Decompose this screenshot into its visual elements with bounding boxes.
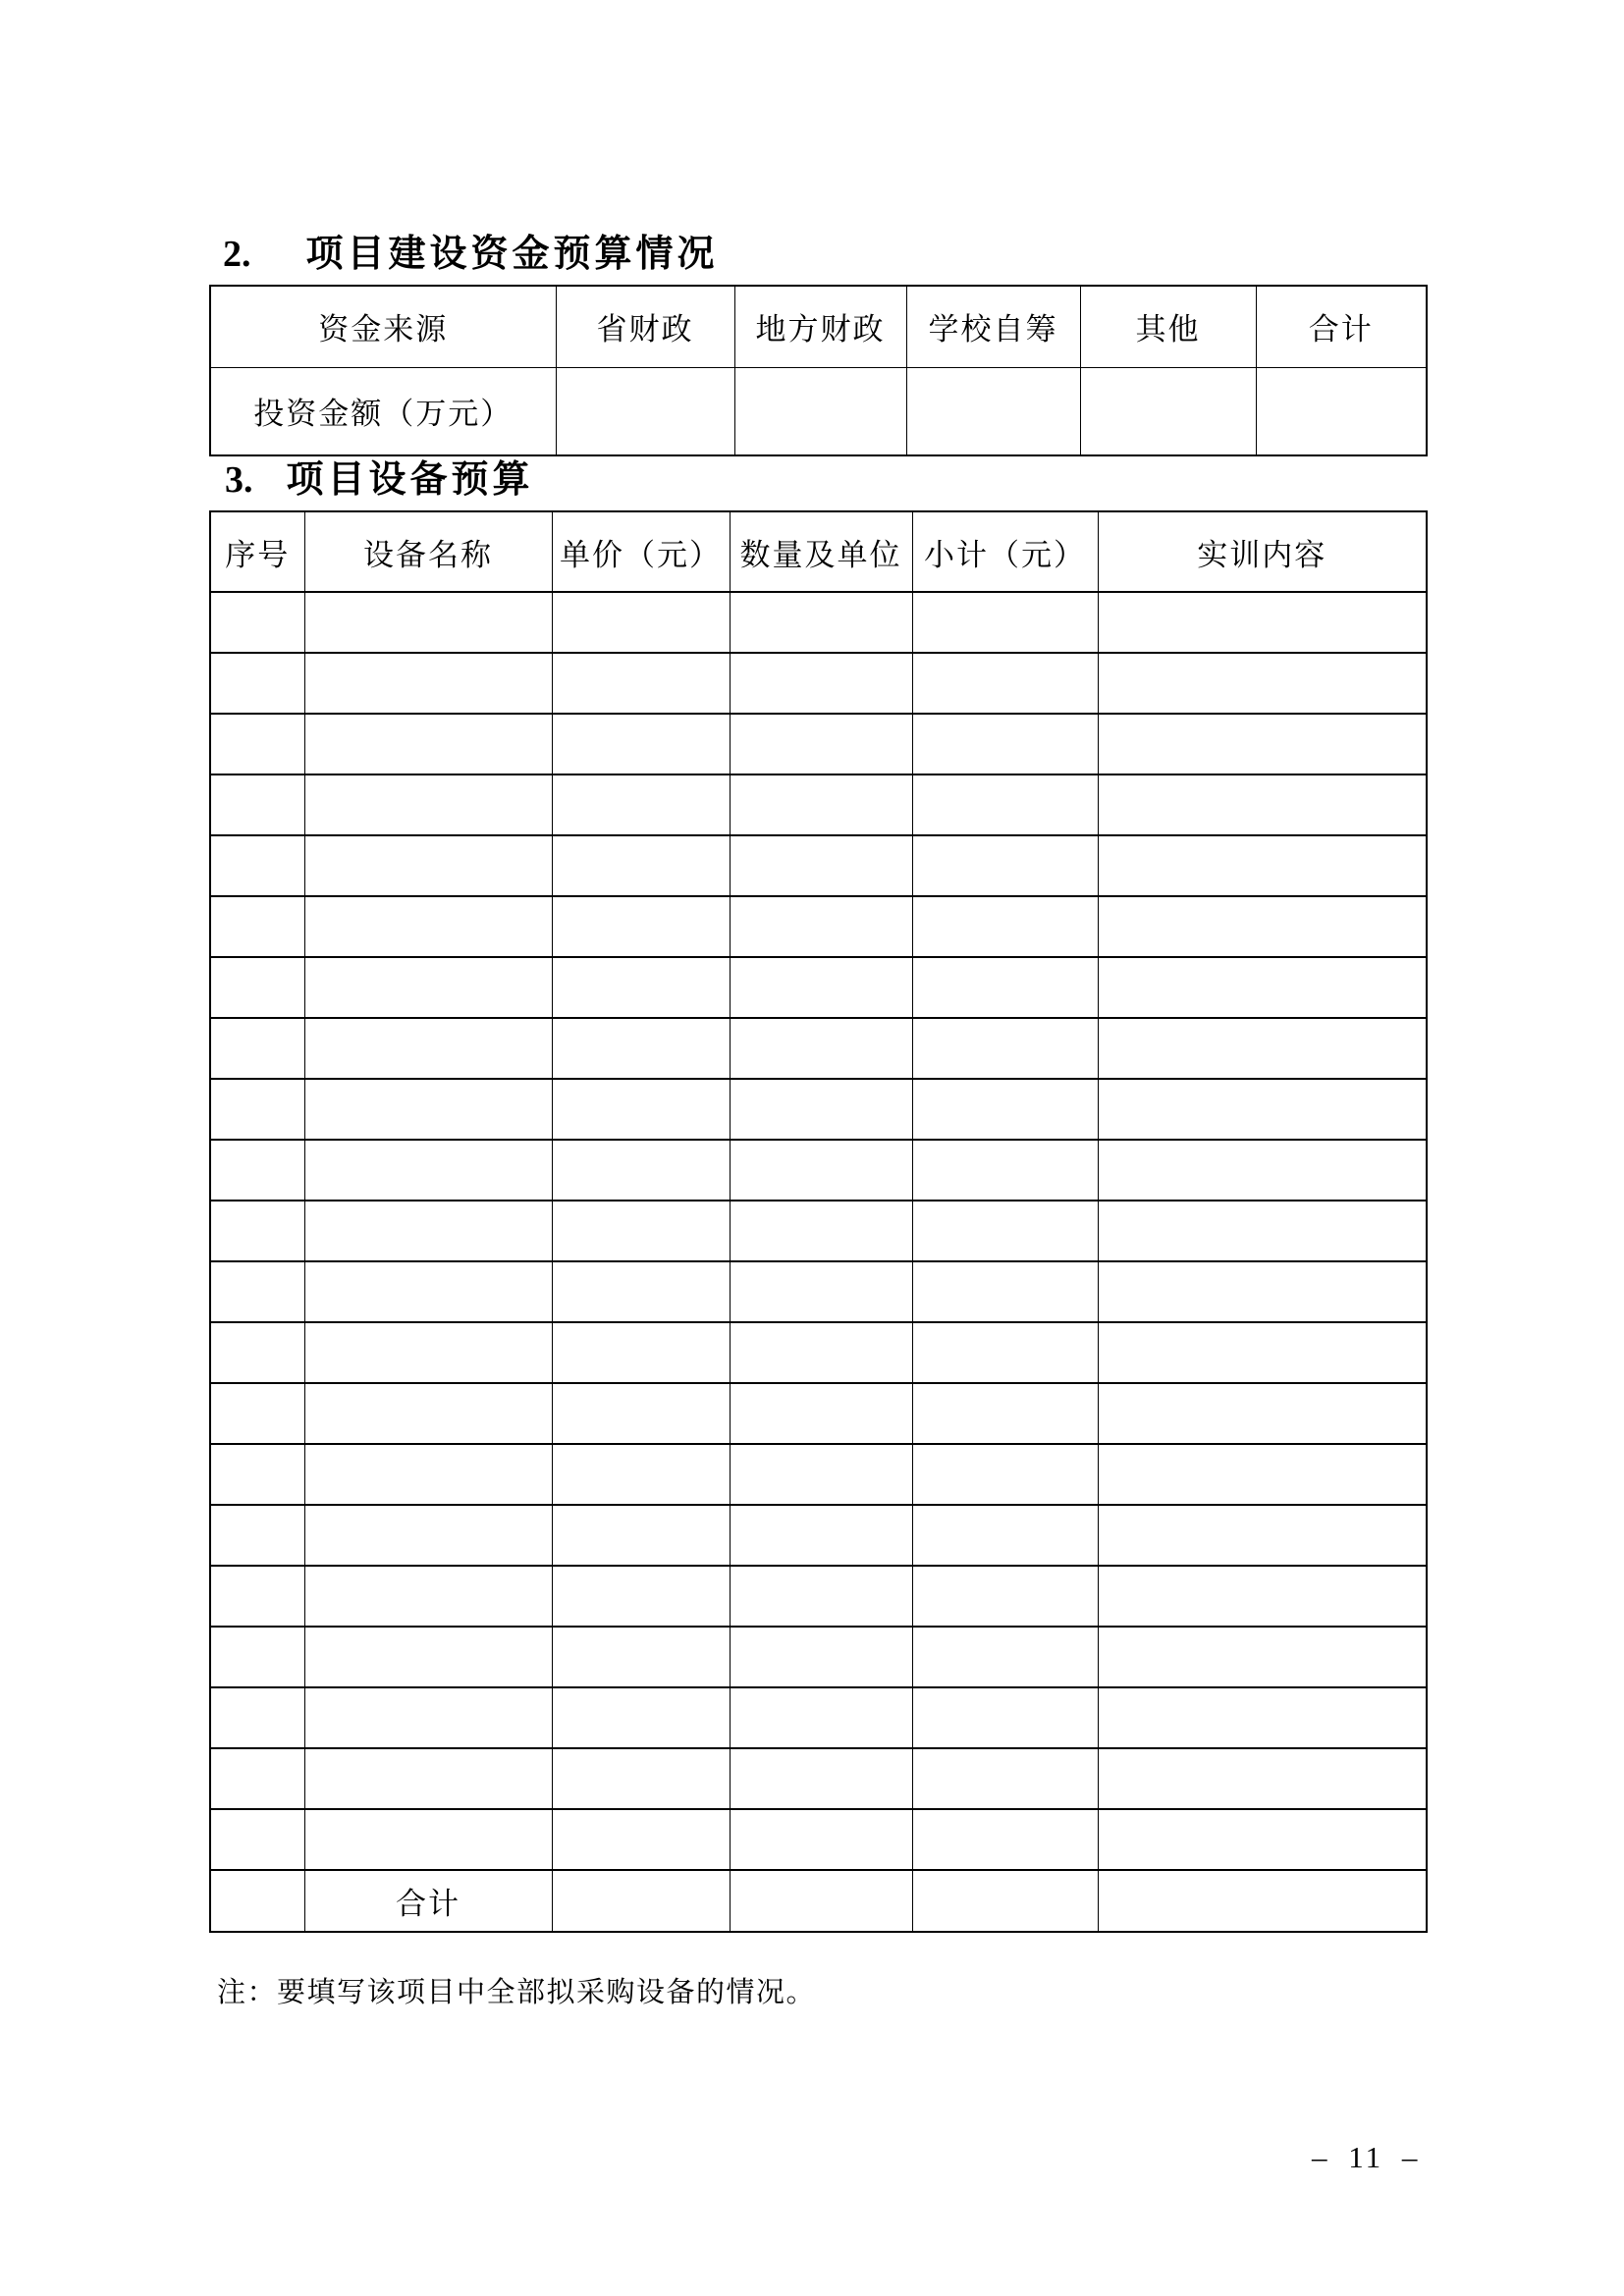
empty-cell (304, 896, 552, 957)
equipment-empty-row (210, 774, 1427, 835)
empty-cell (304, 1748, 552, 1809)
empty-cell (730, 835, 912, 896)
empty-cell (912, 1505, 1098, 1566)
empty-cell (1098, 1687, 1427, 1748)
empty-cell (1098, 1627, 1427, 1687)
column-header: 单价（元） (552, 511, 730, 592)
section-number: 2. (223, 234, 251, 275)
column-header: 序号 (210, 511, 304, 592)
equipment-empty-row (210, 1140, 1427, 1201)
empty-cell (730, 1748, 912, 1809)
empty-cell (304, 1566, 552, 1627)
empty-cell (730, 1383, 912, 1444)
empty-cell (552, 1566, 730, 1627)
total-label: 合计 (304, 1870, 552, 1932)
empty-cell (304, 592, 552, 653)
empty-cell (304, 1322, 552, 1383)
empty-cell (912, 714, 1098, 774)
empty-cell (1098, 1322, 1427, 1383)
empty-cell (912, 1322, 1098, 1383)
section-title: 项目建设资金预算情况 (305, 234, 719, 275)
empty-cell (552, 774, 730, 835)
empty-cell (552, 592, 730, 653)
empty-cell (912, 1748, 1098, 1809)
empty-cell (304, 1201, 552, 1261)
column-header: 学校自筹 (906, 286, 1080, 367)
empty-cell (210, 1018, 304, 1079)
empty-cell (912, 1687, 1098, 1748)
empty-cell (552, 1261, 730, 1322)
empty-cell (552, 1079, 730, 1140)
equipment-table-body (210, 511, 1427, 1932)
empty-cell (552, 1383, 730, 1444)
column-header: 资金来源 (210, 286, 556, 367)
empty-cell (210, 1261, 304, 1322)
empty-cell (1098, 1140, 1427, 1201)
empty-cell (730, 957, 912, 1018)
empty-cell (210, 1140, 304, 1201)
equipment-empty-row (210, 1687, 1427, 1748)
empty-cell (552, 1505, 730, 1566)
empty-cell (552, 1809, 730, 1870)
empty-cell (552, 896, 730, 957)
empty-cell (552, 957, 730, 1018)
empty-cell (210, 1870, 304, 1932)
empty-cell (1098, 957, 1427, 1018)
empty-cell (1098, 1201, 1427, 1261)
empty-cell (912, 1261, 1098, 1322)
column-header: 地方财政 (734, 286, 906, 367)
empty-cell (1098, 1748, 1427, 1809)
column-header: 其他 (1080, 286, 1256, 367)
funding-table (209, 285, 1428, 456)
empty-cell (304, 1140, 552, 1201)
empty-cell (210, 957, 304, 1018)
empty-cell (210, 1748, 304, 1809)
empty-cell (730, 1505, 912, 1566)
equipment-empty-row (210, 1079, 1427, 1140)
empty-cell (552, 714, 730, 774)
empty-cell (912, 653, 1098, 714)
equipment-empty-row (210, 714, 1427, 774)
empty-cell (730, 1140, 912, 1201)
empty-cell (210, 835, 304, 896)
empty-cell (912, 774, 1098, 835)
empty-cell (1098, 1505, 1427, 1566)
empty-cell (552, 1322, 730, 1383)
empty-cell (210, 896, 304, 957)
column-header: 合计 (1256, 286, 1427, 367)
equipment-empty-row (210, 896, 1427, 957)
empty-cell (730, 1201, 912, 1261)
empty-cell (730, 1687, 912, 1748)
empty-cell (912, 1140, 1098, 1201)
empty-cell (210, 1444, 304, 1505)
empty-cell (304, 653, 552, 714)
empty-cell (912, 1201, 1098, 1261)
empty-cell (912, 1566, 1098, 1627)
empty-cell (912, 1018, 1098, 1079)
equipment-empty-row (210, 957, 1427, 1018)
empty-cell (730, 1261, 912, 1322)
empty-cell (210, 1505, 304, 1566)
empty-cell (304, 1444, 552, 1505)
empty-cell (730, 1018, 912, 1079)
empty-cell (912, 1383, 1098, 1444)
empty-cell (730, 896, 912, 957)
empty-cell (730, 653, 912, 714)
empty-cell (1098, 1383, 1427, 1444)
empty-cell (730, 592, 912, 653)
column-header: 小计（元） (912, 511, 1098, 592)
empty-cell (1098, 592, 1427, 653)
empty-cell (730, 1444, 912, 1505)
empty-cell (210, 1383, 304, 1444)
footnote: 注：要填写该项目中全部拟采购设备的情况。 (217, 1977, 817, 2008)
empty-cell (1098, 1870, 1427, 1932)
empty-cell (734, 367, 906, 455)
empty-cell (1080, 367, 1256, 455)
equipment-empty-row (210, 1748, 1427, 1809)
empty-cell (730, 1566, 912, 1627)
empty-cell (210, 1687, 304, 1748)
equipment-empty-row (210, 1018, 1427, 1079)
empty-cell (210, 1809, 304, 1870)
empty-cell (552, 1018, 730, 1079)
equipment-empty-row (210, 1322, 1427, 1383)
empty-cell (1098, 653, 1427, 714)
funding-amount-row (210, 367, 1427, 455)
empty-cell (210, 1201, 304, 1261)
equipment-empty-row (210, 1261, 1427, 1322)
empty-cell (1098, 1018, 1427, 1079)
empty-cell (730, 1079, 912, 1140)
empty-cell (912, 835, 1098, 896)
empty-cell (1098, 1261, 1427, 1322)
empty-cell (730, 714, 912, 774)
empty-cell (304, 1687, 552, 1748)
row-label: 投资金额（万元） (210, 367, 556, 455)
empty-cell (210, 1627, 304, 1687)
section-title: 项目设备预算 (286, 459, 534, 501)
empty-cell (556, 367, 734, 455)
empty-cell (1098, 774, 1427, 835)
empty-cell (912, 592, 1098, 653)
equipment-empty-row (210, 1566, 1427, 1627)
empty-cell (210, 653, 304, 714)
empty-cell (912, 1870, 1098, 1932)
empty-cell (552, 1870, 730, 1932)
empty-cell (1098, 714, 1427, 774)
empty-cell (552, 1627, 730, 1687)
empty-cell (304, 957, 552, 1018)
page-number: – 11 – (1312, 2140, 1421, 2174)
empty-cell (210, 1322, 304, 1383)
empty-cell (210, 592, 304, 653)
empty-cell (730, 1322, 912, 1383)
empty-cell (304, 1261, 552, 1322)
equipment-empty-row (210, 1383, 1427, 1444)
equipment-empty-row (210, 653, 1427, 714)
empty-cell (912, 957, 1098, 1018)
column-header: 设备名称 (304, 511, 552, 592)
empty-cell (730, 774, 912, 835)
empty-cell (552, 1140, 730, 1201)
column-header: 数量及单位 (730, 511, 912, 592)
equipment-empty-row (210, 1809, 1427, 1870)
empty-cell (304, 835, 552, 896)
equipment-empty-row (210, 835, 1427, 896)
empty-cell (304, 1809, 552, 1870)
section-heading-equipment (225, 458, 534, 502)
empty-cell (304, 1018, 552, 1079)
empty-cell (552, 1748, 730, 1809)
empty-cell (304, 774, 552, 835)
empty-cell (552, 653, 730, 714)
empty-cell (912, 1444, 1098, 1505)
equipment-empty-row (210, 1627, 1427, 1687)
empty-cell (552, 1687, 730, 1748)
equipment-empty-row (210, 592, 1427, 653)
empty-cell (304, 1383, 552, 1444)
empty-cell (1098, 1566, 1427, 1627)
empty-cell (730, 1809, 912, 1870)
empty-cell (730, 1627, 912, 1687)
empty-cell (906, 367, 1080, 455)
equipment-empty-row (210, 1505, 1427, 1566)
empty-cell (912, 1809, 1098, 1870)
empty-cell (1098, 896, 1427, 957)
empty-cell (912, 896, 1098, 957)
empty-cell (912, 1079, 1098, 1140)
empty-cell (304, 1079, 552, 1140)
equipment-empty-row (210, 1201, 1427, 1261)
empty-cell (210, 774, 304, 835)
empty-cell (552, 835, 730, 896)
empty-cell (210, 714, 304, 774)
column-header: 省财政 (556, 286, 734, 367)
column-header: 实训内容 (1098, 511, 1427, 592)
empty-cell (912, 1627, 1098, 1687)
section-number: 3. (225, 459, 253, 501)
empty-cell (210, 1079, 304, 1140)
empty-cell (1256, 367, 1427, 455)
equipment-empty-row (210, 1444, 1427, 1505)
empty-cell (1098, 1079, 1427, 1140)
empty-cell (730, 1870, 912, 1932)
empty-cell (1098, 1444, 1427, 1505)
empty-cell (304, 1505, 552, 1566)
empty-cell (304, 714, 552, 774)
empty-cell (1098, 1809, 1427, 1870)
equipment-header-row (210, 511, 1427, 592)
empty-cell (210, 1566, 304, 1627)
empty-cell (552, 1201, 730, 1261)
empty-cell (1098, 835, 1427, 896)
empty-cell (552, 1444, 730, 1505)
section-heading-funding (223, 233, 719, 276)
empty-cell (304, 1627, 552, 1687)
funding-header-row (210, 286, 1427, 367)
equipment-total-row (210, 1870, 1427, 1932)
equipment-table (209, 510, 1428, 1933)
